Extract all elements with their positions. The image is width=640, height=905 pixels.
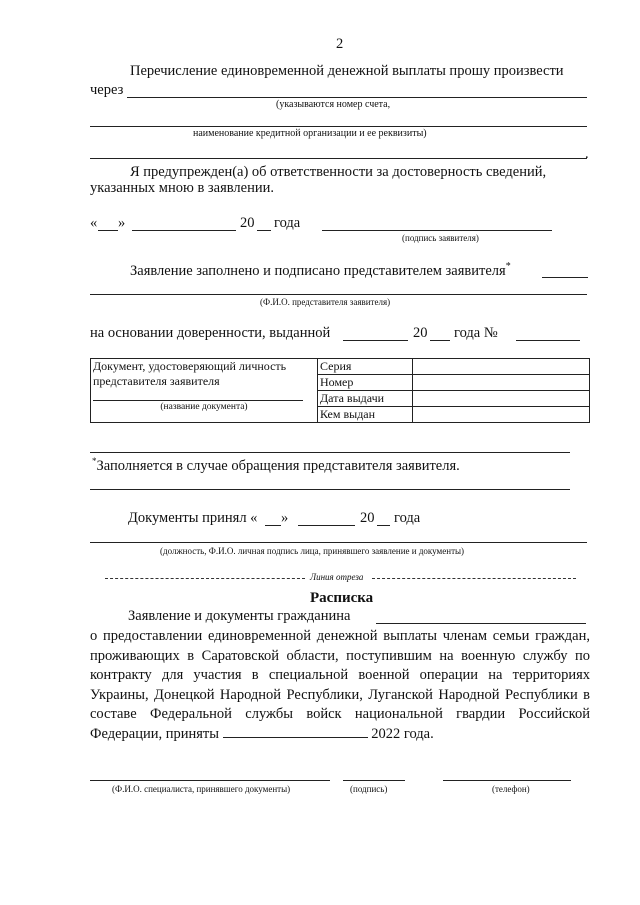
specialist-sign-line[interactable] <box>343 780 405 781</box>
doc-number-value[interactable] <box>413 375 590 391</box>
representative-fio-line[interactable] <box>90 294 587 295</box>
cut-line-left <box>105 578 305 579</box>
warning-text-line2: указанных мною в заявлении. <box>90 180 274 196</box>
cut-line-right <box>372 578 576 579</box>
date-quote-open: « <box>90 215 98 231</box>
accepted-day-line[interactable] <box>265 525 281 526</box>
footnote-text: *Заполняется в случае обращения представителя заявителя. <box>92 456 460 474</box>
specialist-fio-line[interactable] <box>90 780 330 781</box>
doc-series-value[interactable] <box>413 359 590 375</box>
doc-issued-by-value[interactable] <box>413 407 590 423</box>
accepted-signature-line[interactable] <box>90 542 587 543</box>
doc-issue-date-value[interactable] <box>413 391 590 407</box>
footnote-bottom-line <box>90 489 570 490</box>
warning-text: Я предупрежден(а) об ответственности за достоверность сведений, <box>130 164 547 180</box>
account-input-line[interactable] <box>127 97 587 98</box>
account-hint: (указываются номер счета, <box>276 99 391 110</box>
specialist-phone-hint: (телефон) <box>492 784 530 794</box>
page-number: 2 <box>336 36 344 52</box>
document-name-hint: (название документа) <box>160 402 248 412</box>
doc-row-label: Дата выдачи <box>318 391 413 407</box>
receipt-title: Расписка <box>310 590 374 606</box>
citizen-name-line[interactable] <box>376 623 586 624</box>
receipt-line1: Заявление и документы гражданина <box>128 608 351 624</box>
poa-year-line[interactable] <box>430 340 450 341</box>
accepted-hint: (должность, Ф.И.О. личная подпись лица, принявшего заявление и документы) <box>160 546 465 556</box>
poa-year-suffix: года № <box>454 325 498 341</box>
accepted-year-prefix: 20 <box>360 510 375 526</box>
payment-request-text: Перечисление единовременной денежной выплаты прошу произвести <box>130 63 564 79</box>
document-name-cell <box>91 359 318 423</box>
specialist-phone-line[interactable] <box>443 780 571 781</box>
day-input-line[interactable] <box>98 230 118 231</box>
representative-input-line[interactable] <box>542 277 588 278</box>
signature-hint: (подпись заявителя) <box>402 233 479 243</box>
representative-text: Заявление заполнено и подписано представителем заявителя* <box>130 261 511 279</box>
doc-left-line1: Документ, удостоверяющий личность <box>93 359 287 373</box>
month-input-line[interactable] <box>132 230 236 231</box>
doc-left-line2: представителя заявителя <box>93 374 220 388</box>
bank-details-input-line[interactable] <box>90 158 587 159</box>
accepted-text: Документы принял « <box>128 510 258 526</box>
receipt-date-line[interactable] <box>223 725 368 738</box>
doc-row-label: Кем выдан <box>318 407 413 423</box>
period-mark: . <box>585 146 589 162</box>
accepted-year-line[interactable] <box>377 525 390 526</box>
bank-input-line[interactable] <box>90 126 587 127</box>
power-of-attorney-text: на основании доверенности, выданной <box>90 325 331 341</box>
accepted-month-line[interactable] <box>298 525 355 526</box>
date-quote-close: » <box>118 215 126 231</box>
year-prefix: 20 <box>240 215 255 231</box>
specialist-fio-hint: (Ф.И.О. специалиста, принявшего документы) <box>112 784 291 794</box>
poa-number-line[interactable] <box>516 340 580 341</box>
signature-input-line[interactable] <box>322 230 552 231</box>
payment-through-label: через <box>90 82 124 98</box>
doc-row-label: Серия <box>318 359 413 375</box>
year-suffix: года <box>274 215 301 231</box>
poa-year-prefix: 20 <box>413 325 428 341</box>
cut-line-label: Линия отреза <box>310 572 364 582</box>
receipt-body: о предоставлении единовременной денежной выплаты членам семьи граждан, проживающих в Саратовской области, поступившим на военную службу по контракту для участия в специальной военной операции на территориях Украины, Донецкой Народной Республики, Луганской Народной Республики в составе Федеральной службы войск национальной гвардии Российской Федерации, приняты 2022 года. <box>90 628 590 742</box>
doc-row-label: Номер <box>318 375 413 391</box>
accepted-year-suffix: года <box>394 510 421 526</box>
representative-fio-hint: (Ф.И.О. представителя заявителя) <box>260 297 391 307</box>
identity-document-table <box>90 358 590 423</box>
footnote-separator <box>90 452 570 453</box>
year-input-line[interactable] <box>257 230 271 231</box>
bank-hint: наименование кредитной организации и ее реквизиты) <box>193 128 427 139</box>
specialist-sign-hint: (подпись) <box>350 784 388 794</box>
poa-date-line[interactable] <box>343 340 408 341</box>
accepted-quote-close: » <box>281 510 289 526</box>
